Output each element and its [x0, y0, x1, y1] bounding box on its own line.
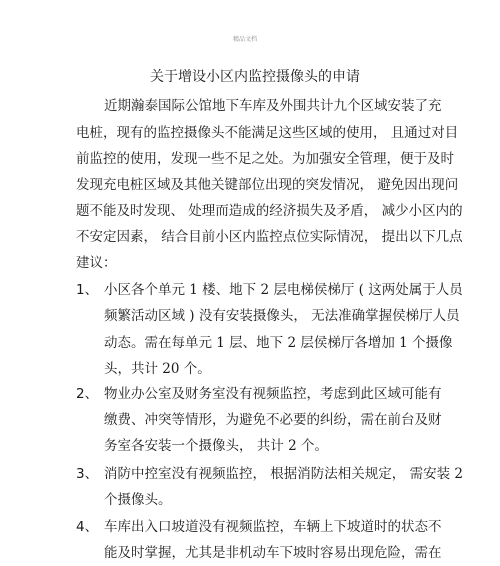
list-item-line: 车库出入口坡道没有视频监控，车辆上下坡道时的状态不 — [104, 519, 442, 535]
document-title: 关于增设小区内监控摄像头的申请 — [150, 69, 360, 85]
list-item-number: 1、 — [76, 282, 99, 298]
list-item-line: 频繁活动区域 ) 没有安装摄像头， 无法准确掌握侯梯厅人员 — [104, 308, 460, 324]
page-header: 精品文档 — [233, 36, 258, 43]
intro-line: 前监控的使用，发现一些不足之处。为加强安全管理，便于及时 — [76, 151, 454, 167]
intro-line: 发现充电桩区域及其他关键部位出现的突发情况， 避免因出现问 — [76, 177, 459, 193]
list-item-line: 务室各安装一个摄像头， 共计 2 个。 — [104, 438, 328, 454]
intro-line: 近期瀚泰国际公馆地下车库及外围共计九个区域安装了充 — [104, 98, 442, 114]
list-item-number: 4、 — [76, 519, 99, 535]
list-item-number: 3、 — [76, 466, 99, 482]
intro-line: 题不能及时发现、 处理而造成的经济损失及矛盾， 减少小区内的 — [76, 203, 463, 219]
intro-line: 建议： — [76, 255, 117, 271]
list-item-line: 头，共计 20 个。 — [104, 361, 211, 377]
list-item-line: 缴费、冲突等情形，为避免不必要的纠纷，需在前台及财 — [104, 412, 442, 428]
list-item-line: 物业办公室及财务室没有视频监控，考虑到此区域可能有 — [104, 386, 442, 402]
intro-line: 电桩，现有的监控摄像头不能满足这些区域的使用， 且通过对目 — [76, 125, 459, 141]
list-item-number: 2、 — [76, 386, 99, 402]
list-item-line: 小区各个单元 1 楼、地下 2 层电梯侯梯厅 ( 这两处属于人员 — [104, 282, 463, 298]
intro-line: 不安定因素， 结合目前小区内监控点位实际情况， 提出以下几点 — [76, 229, 463, 245]
list-item-line: 个摄像头。 — [104, 492, 172, 508]
list-item-line: 消防中控室没有视频监控， 根据消防法相关规定， 需安装 2 — [104, 466, 463, 482]
list-item-line: 能及时掌握，尤其是非机动车下坡时容易出现危险，需在 — [104, 545, 442, 561]
list-item-line: 动态。需在每单元 1 层、地下 2 层侯梯厅各增加 1 个摄像 — [104, 335, 453, 351]
